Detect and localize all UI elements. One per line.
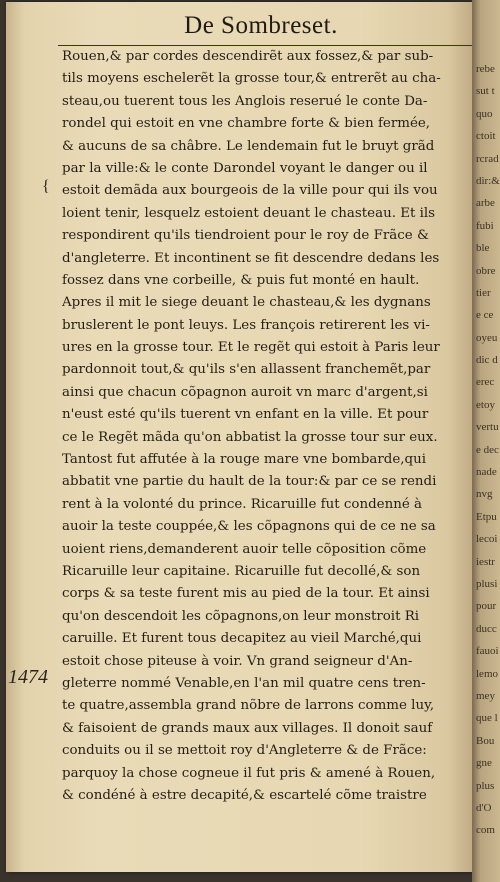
edge-word: ctoit (476, 130, 496, 143)
edge-word: Bou (476, 734, 495, 747)
edge-word: que l (476, 712, 498, 725)
text-line: rondel qui estoit en vne chambre forte & bien fermée, (62, 116, 431, 132)
text-line: estoit chose piteuse à voir. Vn grand seigneur d'An- (62, 653, 413, 669)
edge-word: com (476, 824, 495, 837)
text-line: & aucuns de sa châbre. Le lendemain fut le bruyt grãd (62, 138, 435, 154)
edge-word: ducc (476, 622, 497, 635)
edge-word: sut t (476, 85, 495, 98)
edge-word: tier (476, 286, 491, 299)
edge-word: fauoi (476, 645, 499, 658)
text-line: bruslerent le pont leuys. Les françois retirerent les vi- (62, 317, 430, 333)
edge-word: iestr (476, 555, 495, 568)
facing-page-text (472, 58, 500, 842)
edge-word: vertu (476, 421, 499, 434)
text-line: ce le Regẽt mãda qu'on abbatist la grosse tour sur eux. (62, 429, 438, 445)
running-head (66, 12, 456, 40)
text-line: te quatre,assembla grand nõbre de larrons comme luy, (62, 698, 435, 714)
edge-word: Etpu (476, 510, 497, 523)
text-line: pardonnoit tout,& qu'ils s'en allassent franchemẽt,par (62, 362, 431, 378)
text-line: tils moyens eschelerẽt la grosse tour,& entrerẽt au cha- (62, 71, 441, 87)
edge-word: oyeu (476, 331, 498, 344)
edge-word: obre (476, 264, 496, 277)
edge-word: pour (476, 600, 497, 613)
edge-word: etoy (476, 398, 495, 411)
text-line: qu'on descendoit les cõpagnons,on leur monstroit Ri (62, 608, 420, 624)
text-line: parquoy la chose cogneue il fut pris & amené à Rouen, (62, 765, 436, 781)
text-line: respondirent qu'ils tiendroient pour le roy de Frãce & (62, 228, 429, 244)
text-line: loient tenir, lesquelz estoient deuant le chasteau. Et ils (62, 205, 436, 221)
text-line: estoit demãda aux bourgeois de la ville pour qui ils vou (62, 183, 438, 199)
text-line: d'angleterre. Et incontinent se fit descendre dedans les (62, 250, 440, 266)
text-line: fossez dans vne corbeille, & puis fut monté en hault. (62, 272, 420, 288)
body-text (62, 46, 482, 807)
margin-bracket-mark: { (42, 178, 50, 195)
text-line: & condéné à estre decapité,& escartelé cõme traistre (62, 787, 427, 803)
text-line: caruille. Et furent tous decapitez au vieil Marché,qui (62, 631, 422, 647)
edge-word: plus (476, 779, 495, 792)
text-line: steau,ou tuerent tous les Anglois reserué le conte Da- (62, 93, 428, 109)
edge-word: plusi (476, 577, 498, 590)
edge-word: e dec (476, 443, 499, 456)
text-line: Apres il mit le siege deuant le chasteau,& les dygnans (62, 295, 431, 311)
text-line: n'eust esté qu'ils tuerent vn enfant en la ville. Et pour (62, 407, 429, 423)
text-line: ures en la grosse tour. Et le regẽt qui estoit à Paris leur (62, 340, 440, 356)
edge-word: mey (476, 689, 495, 702)
text-line: abbatit vne partie du hault de la tour:& par ce se rendi (62, 474, 437, 490)
edge-word: nvg (476, 488, 493, 501)
edge-word: erec (476, 376, 495, 389)
facing-page-edge (472, 0, 500, 882)
text-line: auoir la teste couppée,& les cõpagnons qui de ce ne sa (62, 519, 436, 535)
running-head-text: De Sombreset. (184, 12, 338, 39)
text-line: rent à la volonté du prince. Ricaruille fut condenné à (62, 496, 422, 512)
edge-word: gne (476, 757, 492, 770)
text-line: Ricaruille leur capitaine. Ricaruille fut decollé,& son (62, 563, 421, 579)
text-line: Rouen,& par cordes descendirẽt aux fossez,& par sub- (62, 49, 434, 64)
edge-word: rebe (476, 63, 495, 75)
text-line: corps & sa teste furent mis au pied de la tour. Et ainsi (62, 586, 430, 602)
text-line: uoient riens,demanderent auoir telle cõposition cõme (62, 541, 427, 557)
book-page (6, 2, 476, 872)
text-line: Tantost fut affutée à la rouge mare vne bombarde,qui (62, 452, 427, 468)
edge-word: e ce (476, 309, 494, 322)
edge-word: arbe (476, 197, 495, 210)
edge-word: nade (476, 466, 497, 479)
edge-word: ble (476, 242, 490, 255)
edge-word: rcrad (476, 152, 499, 165)
edge-word: quo (476, 107, 493, 120)
edge-word: dir:& (476, 174, 500, 187)
margin-year-note: 1474 (8, 666, 48, 688)
edge-word: lemo (476, 667, 498, 680)
edge-word: fubi (476, 219, 494, 232)
edge-word: lecoi (476, 533, 498, 546)
text-line: gleterre nommé Venable,en l'an mil quatre cens tren- (62, 675, 426, 691)
text-line: conduits ou il se mettoit roy d'Angleterre & de Frãce: (62, 743, 427, 759)
text-line: par la ville:& le conte Darondel voyant le danger ou il (62, 160, 428, 176)
text-line: ainsi que chacun cõpagnon auroit vn marc d'argent,si (62, 384, 428, 400)
edge-word: dic d (476, 354, 498, 367)
text-line: & faisoient de grands maux aux villages. Il donoit sauf (62, 720, 433, 736)
edge-word: d'O (476, 801, 492, 814)
